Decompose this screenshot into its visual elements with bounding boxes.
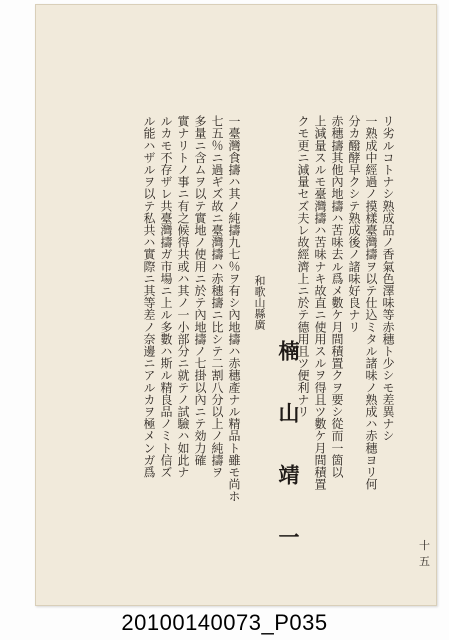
text-column: 一熟成中經過ノ摸樣臺灣擣ヲ以テ仕込ミタル諸味ノ熟成ハ赤穗ヨリ何 [364, 115, 378, 491]
text-column: 七五％ニ過ギズ故ニ臺灣擣ハ赤穗擣ニ比シテ二割八分以上ノ純擣ヲ [210, 115, 224, 478]
text-column: ルカモ不存ザレ共臺灣擣ガ市場ニ上ル多數ハ斯ル精良品ノミト信ズ [159, 115, 173, 478]
text-column: クモ更ニ減量セズ夫レ故經濟上ニ於テ德用且ツ便利ナリ [296, 115, 310, 418]
text-column: 多量ニ含ムヲ以テ實地ノ使用ニ於テ內地擣ノ七掛以內ニテ効力確 [193, 115, 207, 466]
author-affiliation: 和歌山縣廣 [253, 275, 266, 330]
text-column: 一臺灣食擣ハ其ノ純擣九七％ヲ有シ內地擣ハ赤穗產ナル精品ト雖モ尚ホ [227, 115, 241, 503]
page-number: 十五 [419, 539, 430, 568]
text-column: 上減量スルモ臺灣擣ハ苦味ナキ故直ニ使用スルヲ得且ツ數ケ月間積置 [313, 115, 327, 491]
text-column: 分カ醱酵早クシテ熟成後ノ諸味好良ナリ [347, 115, 361, 333]
vertical-text-block [56, 115, 396, 515]
image-caption: 20100140073_P035 [121, 610, 328, 635]
document-page [35, 4, 437, 606]
text-column: ル能ハザルヲ以テ私共ハ實際ニ其等差ノ奈邊ニアルカヲ極メンガ爲 [142, 115, 156, 478]
author-name: 楠 山 靖 一 [276, 340, 301, 557]
text-column: 實ナリトノ事ニ有之候得共或ハ其ノ一小部分ニ就テノ試驗ハ如此ナ [176, 115, 190, 478]
text-column: リ劣ルコトナシ熟成品ノ香氣色澤味等赤穗ト少シモ差異ナシ [381, 115, 395, 442]
text-column: 赤穗擣其他內地擣ハ苦味去ル爲メ數ケ月間積置クヲ要シ從而一箇以 [330, 115, 344, 478]
